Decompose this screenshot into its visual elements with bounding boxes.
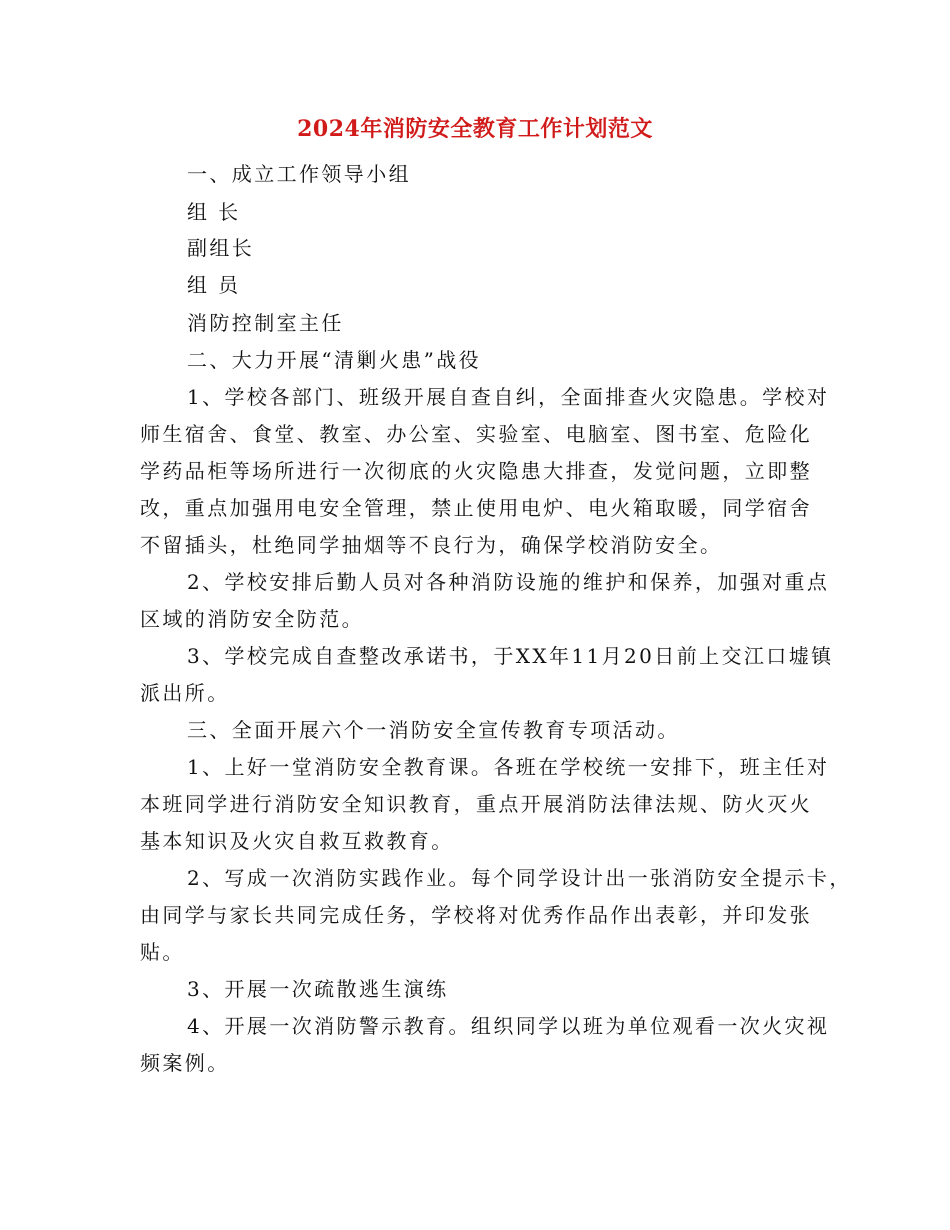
paragraph-line: 基本知识及火灾自救互救教育。 — [140, 829, 454, 853]
role-control-room-director: 消防控制室主任 — [187, 311, 344, 335]
paragraph-line: 区域的消防安全防范。 — [140, 607, 364, 631]
paragraph-line: 贴。 — [140, 940, 185, 964]
section-heading-1: 一、成立工作领导小组 — [187, 162, 411, 186]
paragraph-line: 学药品柜等场所进行一次彻底的火灾隐患大排查，发觉问题，立即整 — [140, 459, 812, 483]
paragraph-line: 本班同学进行消防安全知识教育，重点开展消防法律法规、防火灭火 — [140, 792, 812, 816]
paragraph-line: 由同学与家长共同完成任务，学校将对优秀作品作出表彰，并印发张 — [140, 903, 812, 927]
paragraph-line: 2、写成一次消防实践作业。每个同学设计出一张消防安全提示卡， — [187, 866, 852, 890]
paragraph-line: 师生宿舍、食堂、教室、办公室、实验室、电脑室、图书室、危险化 — [140, 422, 812, 446]
paragraph-line: 改，重点加强用电安全管理，禁止使用电炉、电火箱取暖，同学宿舍 — [140, 496, 812, 520]
role-deputy-leader: 副组长 — [187, 236, 255, 260]
role-leader: 组 长 — [187, 200, 241, 224]
paragraph-line: 频案例。 — [140, 1051, 230, 1075]
document-title: 2024年消防安全教育工作计划范文 — [297, 116, 653, 142]
section-heading-2: 二、大力开展“清剿火患”战役 — [187, 348, 482, 372]
paragraph-line: 3、学校完成自查整改承诺书，于XX年11月20日前上交江口墟镇 — [187, 644, 834, 668]
paragraph-line: 1、学校各部门、班级开展自查自纠，全面排查火灾隐患。学校对 — [187, 385, 830, 409]
section-heading-3: 三、全面开展六个一消防安全宣传教育专项活动。 — [187, 718, 680, 742]
paragraph-line: 派出所。 — [140, 681, 230, 705]
paragraph-line: 3、开展一次疏散逃生演练 — [187, 977, 449, 1001]
role-member: 组 员 — [187, 273, 241, 297]
paragraph-line: 不留插头，杜绝同学抽烟等不良行为，确保学校消防安全。 — [140, 533, 723, 557]
paragraph-line: 1、上好一堂消防安全教育课。各班在学校统一安排下，班主任对 — [187, 755, 830, 779]
paragraph-line: 2、学校安排后勤人员对各种消防设施的维护和保养，加强对重点 — [187, 570, 830, 594]
paragraph-line: 4、开展一次消防警示教育。组织同学以班为单位观看一次火灾视 — [187, 1014, 830, 1038]
